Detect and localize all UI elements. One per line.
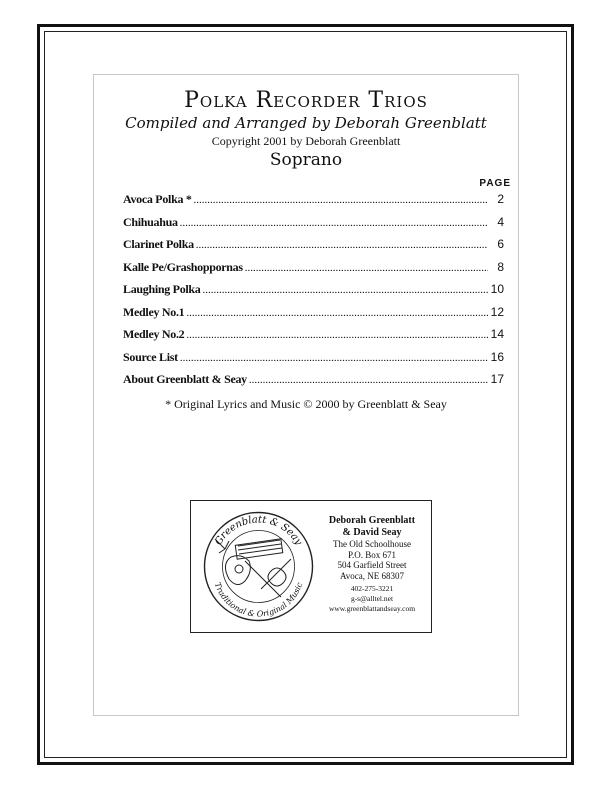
toc-entry-clarinet-polka[interactable] [123,237,504,260]
toc-entry-source-list[interactable] [123,350,504,373]
contact-phone: 402-275-3221 [350,584,394,593]
footnote: * Original Lyrics and Music © 2000 by Greenblatt & Seay [165,397,447,411]
toc-entry-title: Kalle Pe/Grashoppornas [123,259,243,274]
toc-entry-page: 10 [490,282,504,296]
toc-entry-chihuahua[interactable] [123,215,504,238]
toc-entry-kalle-pe[interactable] [123,260,504,283]
address-line-1: The Old Schoolhouse [333,539,411,549]
toc-entry-title: Laughing Polka [123,282,201,296]
toc-entry-page: 12 [490,304,504,319]
toc-entry-page: 16 [490,349,504,364]
toc-entry-title: Chihuahua [123,214,178,229]
document-title: Polka Recorder Trios [184,88,428,113]
contact-website[interactable]: www.greenblattandseay.com [328,604,416,613]
address-line-4: Avoca, NE 68307 [339,570,405,581]
toc-entry-medley-1[interactable] [123,305,504,328]
part-name: Soprano [269,150,343,170]
document-subtitle: Compiled and Arranged by Deborah Greenblatt [125,114,487,132]
toc-leader-dots [196,239,488,251]
contact-name-2: & David Seay [342,527,402,538]
toc-entry-page: 17 [490,372,504,386]
contact-address [313,515,431,614]
toc-leader-dots [180,352,488,364]
instruments-illustration [215,539,291,597]
logo-top-text: Greenblatt & Seay [213,514,304,548]
contact-email[interactable]: g-s@alltel.net [350,594,394,603]
toc-leader-dots [203,284,489,296]
toc-entry-title: Medley No.2 [123,327,185,341]
toc-entry-page: 6 [497,237,504,251]
contact-name-1: Deborah Greenblatt [328,515,416,526]
toc-leader-dots [249,374,488,386]
toc-entry-avoca-polka[interactable] [123,192,504,215]
toc-entry-medley-2[interactable] [123,327,504,350]
toc-entry-page: 4 [497,214,504,229]
toc-entry-title: Source List [123,349,178,364]
toc-leader-dots [186,307,488,319]
logo-bottom-text: Traditional & Original Music [212,581,305,619]
toc-entry-page: 8 [497,259,504,274]
toc-entry-page: 2 [497,192,504,206]
toc-entry-page: 14 [490,327,504,341]
toc-entry-title: About Greenblatt & Seay [123,372,247,386]
address-line-3: 504 Garfield Street [337,560,407,570]
toc-leader-dots [180,217,488,229]
table-of-contents [123,192,504,395]
address-line-2: P.O. Box 671 [347,549,396,560]
toc-entry-title: Clarinet Polka [123,237,194,251]
toc-leader-dots [186,329,488,341]
toc-entry-laughing-polka[interactable] [123,282,504,305]
toc-leader-dots [245,262,488,274]
toc-leader-dots [194,194,488,206]
toc-entry-title: Medley No.1 [123,304,185,319]
greenblatt-seay-logo [201,509,316,624]
toc-entry-about[interactable] [123,372,504,395]
copyright-line: Copyright 2001 by Deborah Greenblatt [211,134,401,148]
contact-card [190,500,432,633]
toc-page-heading: PAGE [479,178,511,189]
toc-entry-title: Avoca Polka * [123,192,192,206]
